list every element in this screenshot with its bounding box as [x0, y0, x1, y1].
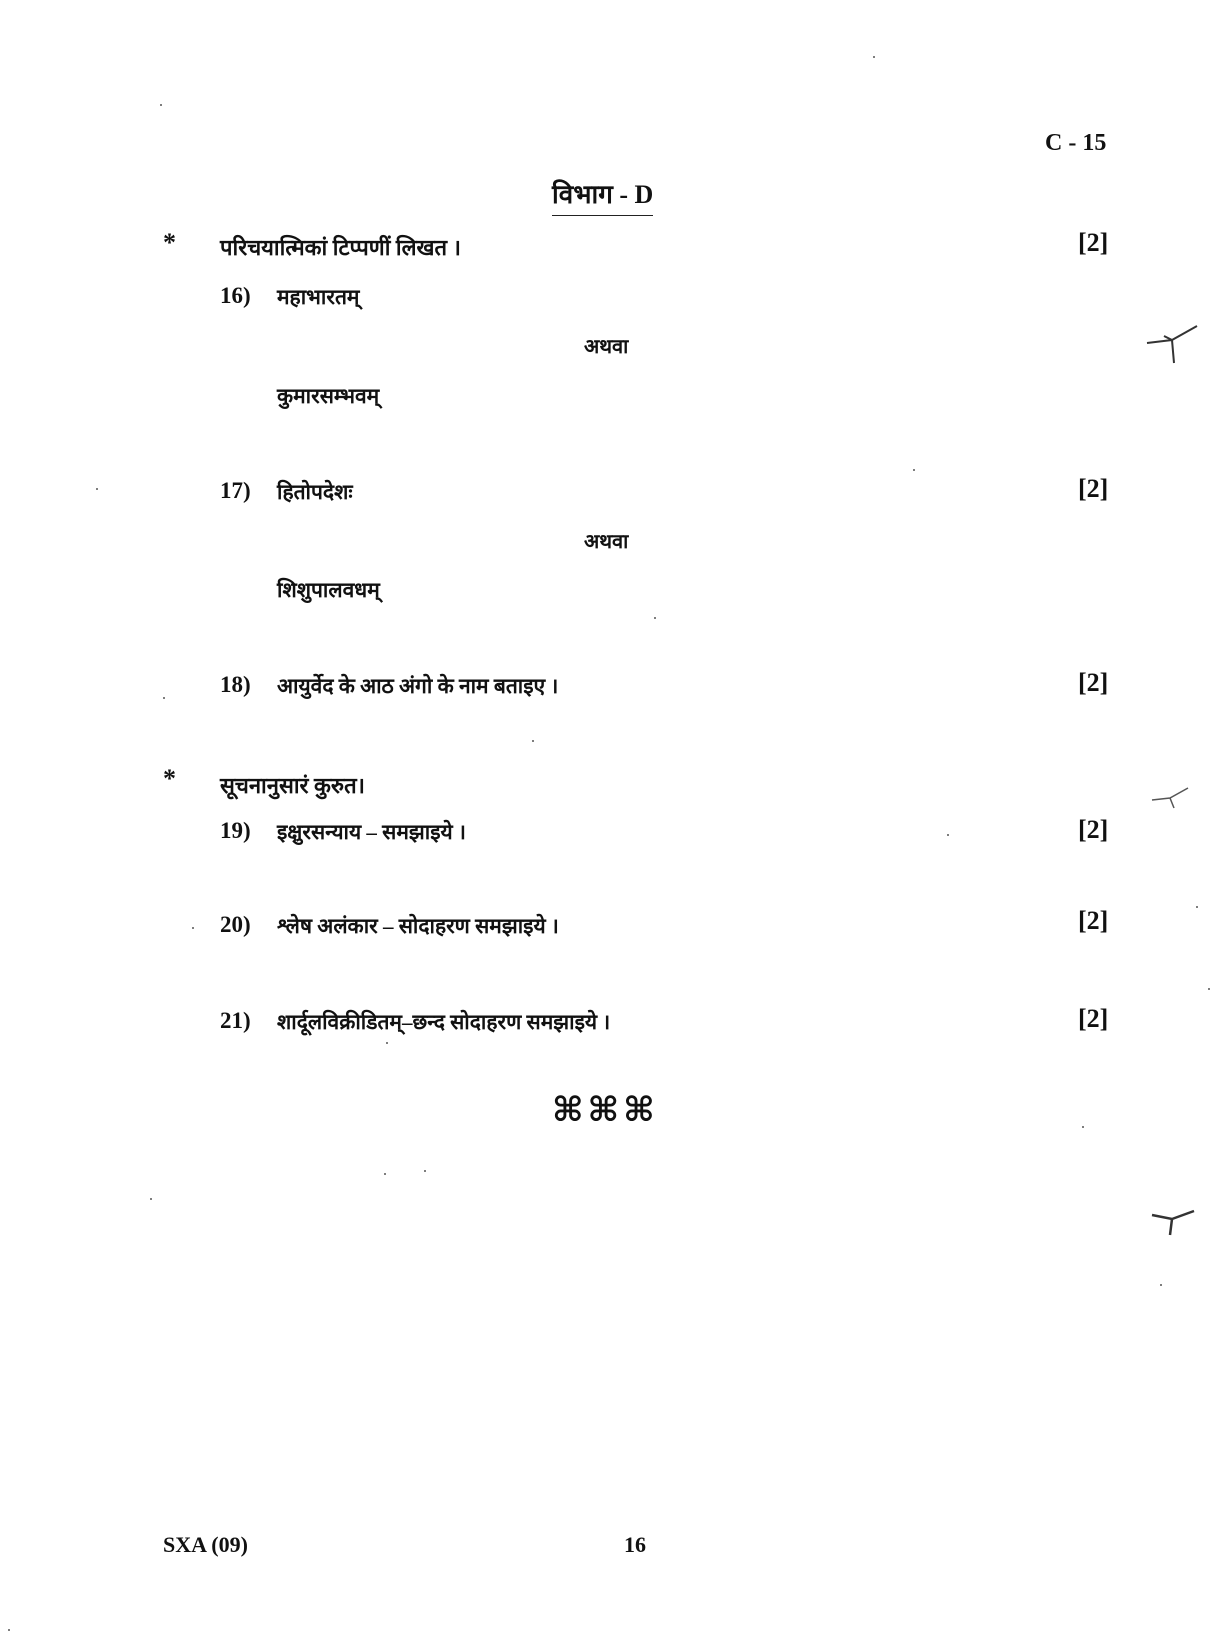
- paper-code: SXA (09): [163, 1532, 248, 1557]
- page-code: C - 15: [1045, 130, 1107, 156]
- scan-speck: [96, 488, 98, 490]
- question-number: 17): [220, 478, 251, 503]
- end-of-paper-symbol: ⌘⌘⌘: [552, 1092, 659, 1129]
- question-number: 18): [220, 672, 251, 697]
- scan-speck: [192, 927, 194, 929]
- scan-speck: [947, 834, 949, 836]
- marks-label: [2]: [1078, 228, 1109, 257]
- marks-label: [2]: [1078, 1004, 1109, 1033]
- scan-blot: [1148, 778, 1198, 813]
- question-text: शार्दूलविक्रीडितम्–छन्द सोदाहरण समझाइये ।: [277, 1010, 611, 1034]
- question-number: 21): [220, 1008, 251, 1033]
- scan-speck: [913, 469, 915, 471]
- alternative-text: शिशुपालवधम्: [277, 578, 380, 602]
- question-text: आयुर्वेद के आठ अंगो के नाम बताइए ।: [277, 674, 559, 698]
- question-number: 16): [220, 283, 251, 308]
- question-text: हितोपदेशः: [277, 480, 353, 504]
- question-text: श्लेष अलंकार – सोदाहरण समझाइये ।: [277, 914, 559, 938]
- or-label: अथवा: [584, 336, 629, 358]
- scan-speck: [1196, 906, 1198, 908]
- scan-speck: [160, 104, 162, 106]
- marks-label: [2]: [1078, 474, 1109, 503]
- question-text: इक्षुरसन्याय – समझाइये ।: [277, 820, 466, 844]
- alternative-text: कुमारसम्भवम्: [277, 384, 380, 408]
- instruction-heading: सूचनानुसारं कुरुत।: [220, 773, 365, 798]
- scan-blot: [1142, 318, 1202, 368]
- section-heading: विभाग - D: [552, 175, 653, 216]
- scan-speck: [150, 1198, 152, 1200]
- page-number: 16: [624, 1532, 646, 1557]
- star-marker: *: [163, 764, 176, 793]
- scan-speck: [654, 617, 656, 619]
- marks-label: [2]: [1078, 815, 1109, 844]
- scan-blot: [1150, 1205, 1200, 1240]
- scan-speck: [384, 1173, 386, 1175]
- question-number: 20): [220, 912, 251, 937]
- scan-speck: [532, 740, 534, 742]
- scan-speck: [1208, 988, 1210, 990]
- or-label: अथवा: [584, 531, 629, 553]
- scan-speck: [1082, 1126, 1084, 1128]
- scan-speck: [873, 56, 875, 58]
- scan-speck: [8, 1629, 10, 1631]
- marks-label: [2]: [1078, 906, 1109, 935]
- marks-label: [2]: [1078, 668, 1109, 697]
- question-number: 19): [220, 818, 251, 843]
- scan-speck: [1160, 1284, 1162, 1286]
- instruction-heading: परिचयात्मिकां टिप्पणीं लिखत ।: [220, 235, 461, 260]
- star-marker: *: [163, 228, 176, 257]
- scan-speck: [163, 697, 165, 699]
- scan-speck: [386, 1042, 388, 1044]
- scan-speck: [424, 1170, 426, 1172]
- question-text: महाभारतम्: [277, 285, 360, 309]
